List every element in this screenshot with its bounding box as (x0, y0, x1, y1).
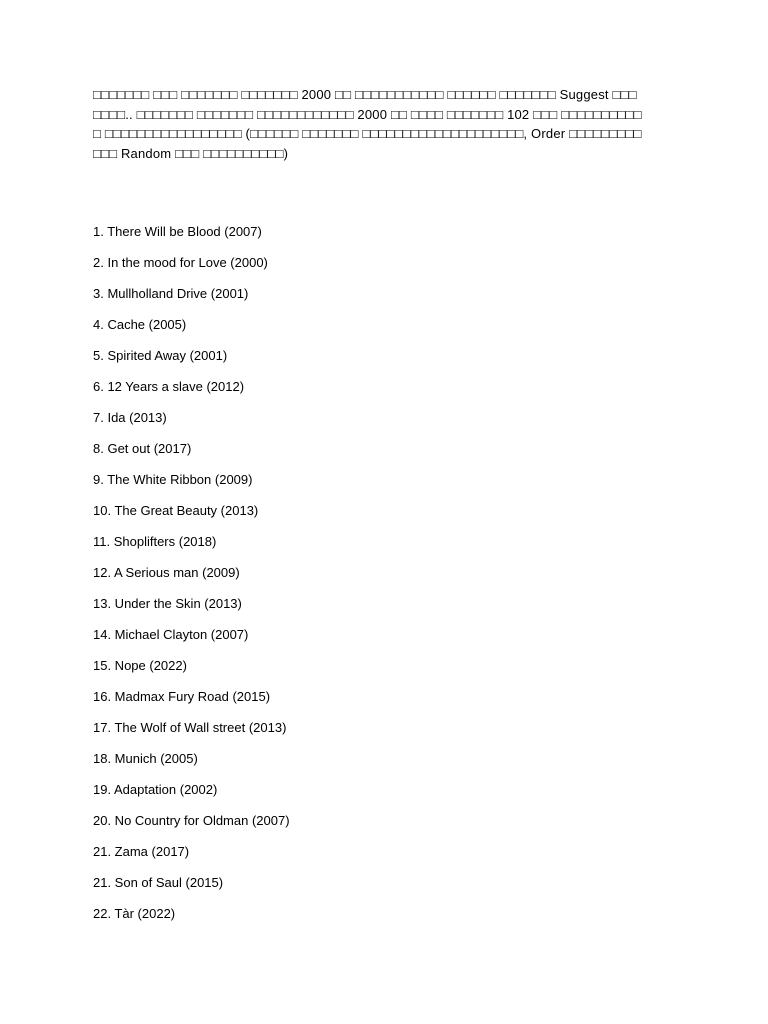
list-item: 14. Michael Clayton (2007) (93, 627, 249, 642)
list-item: 13. Under the Skin (2013) (93, 596, 242, 611)
list-item: 3. Mullholland Drive (2001) (93, 286, 249, 301)
list-item: 12. A Serious man (2009) (93, 565, 240, 580)
list-item: 21. Zama (2017) (93, 844, 190, 859)
list-item: 4. Cache (2005) (93, 317, 187, 332)
list-item: 9. The White Ribbon (2009) (93, 472, 253, 487)
intro-paragraph: □□□□□□□ □□□ □□□□□□□ □□□□□□□ 2000 □□ □□□□□□□□□□□ □□□□□□ □□□□□□□ Suggest □□□□□□□.. □□□□□□□ □□□□□□□ □□□□□□□□□□□□ 2000 □□ □□□□ □□□□□□□ 102 □□□ □□□□□□□□□□ □ □□□□□□□□□□□□□□□□□ (□□□□□□ □□□□□□□ □□□□□□□□□□□□□□□□□□□□, Order □□□□□□□□□□□□ Random □□□ □□□□□□□□□□) (93, 87, 642, 161)
list-item: 19. Adaptation (2002) (93, 782, 218, 797)
list-item: 18. Munich (2005) (93, 751, 198, 766)
list-item: 1. There Will be Blood (2007) (93, 224, 262, 239)
list-item: 15. Nope (2022) (93, 658, 187, 673)
list-item: 11. Shoplifters (2018) (93, 534, 217, 549)
list-item: 16. Madmax Fury Road (2015) (93, 689, 271, 704)
list-item: 10. The Great Beauty (2013) (93, 503, 259, 518)
list-item: 22. Tàr (2022) (93, 906, 176, 921)
list-item: 7. Ida (2013) (93, 410, 167, 425)
list-item: 8. Get out (2017) (93, 441, 192, 456)
list-item: 5. Spirited Away (2001) (93, 348, 228, 363)
list-item: 6. 12 Years a slave (2012) (93, 379, 245, 394)
list-item: 21. Son of Saul (2015) (93, 875, 224, 890)
film-list (93, 224, 290, 937)
list-item: 20. No Country for Oldman (2007) (93, 813, 290, 828)
list-item: 17. The Wolf of Wall street (2013) (93, 720, 287, 735)
list-item: 2. In the mood for Love (2000) (93, 255, 268, 270)
